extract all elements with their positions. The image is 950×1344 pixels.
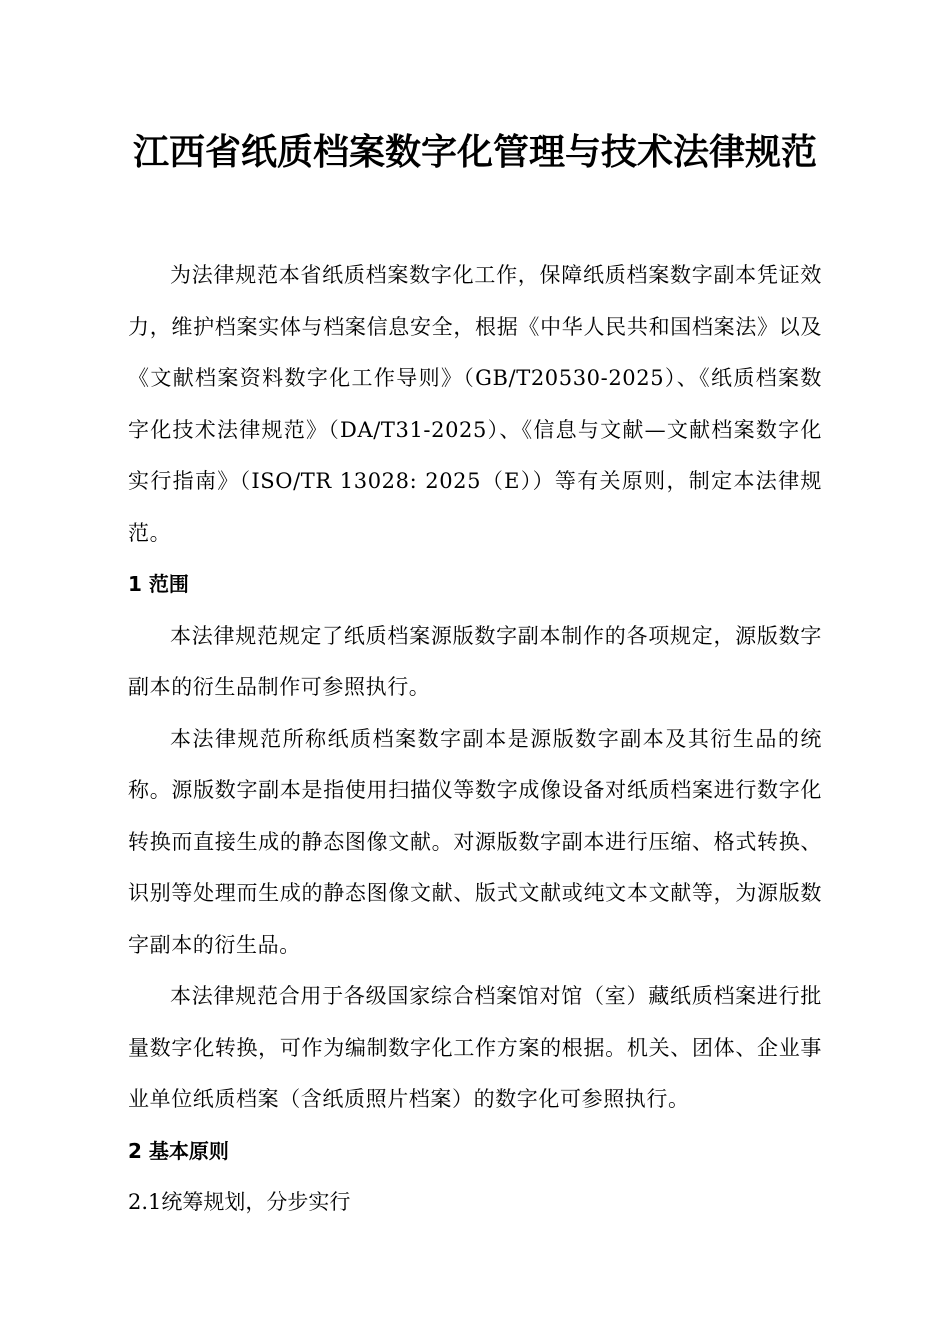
section-1-paragraph-2: 本法律规范所称纸质档案数字副本是源版数字副本及其衍生品的统称。源版数字副本是指使用扫描仪等数字成像设备对纸质档案进行数字化转换而直接生成的静态图像文献。对源版数字副本进行压缩、格式转换、识别等处理而生成的静态图像文献、版式文献或纯文本文献等，为源版数字副本的衍生品。 — [128, 726, 822, 957]
section-1-paragraph-1: 本法律规范规定了纸质档案源版数字副本制作的各项规定，源版数字副本的衍生品制作可参照执行。 — [128, 623, 822, 699]
section-2-heading: 2 基本原则 — [128, 1138, 229, 1163]
section-2-1-subheading: 2.1统筹规划，分步实行 — [128, 1190, 351, 1214]
document-title: 江西省纸质档案数字化管理与技术法律规范 — [132, 131, 817, 173]
section-1-paragraph-3: 本法律规范合用于各级国家综合档案馆对馆（室）藏纸质档案进行批量数字化转换，可作为编制数字化工作方案的根据。机关、团体、企业事业单位纸质档案（含纸质照片档案）的数字化可参照执行。 — [128, 984, 822, 1111]
section-1-heading: 1 范围 — [128, 572, 189, 596]
intro-paragraph: 为法律规范本省纸质档案数字化工作，保障纸质档案数字副本凭证效力，维护档案实体与档案信息安全，根据《中华人民共和国档案法》以及《文献档案资料数字化工作导则》（GB/T20530-2025）、《纸质档案数字化技术法律规范》（DA/T31-2025）、《信息与文献—文献档案数字化实行指南》（ISO/TR 13028: 2025（E））等有关原则，制定本法律规范。 — [128, 263, 822, 545]
document-body — [128, 250, 822, 1229]
